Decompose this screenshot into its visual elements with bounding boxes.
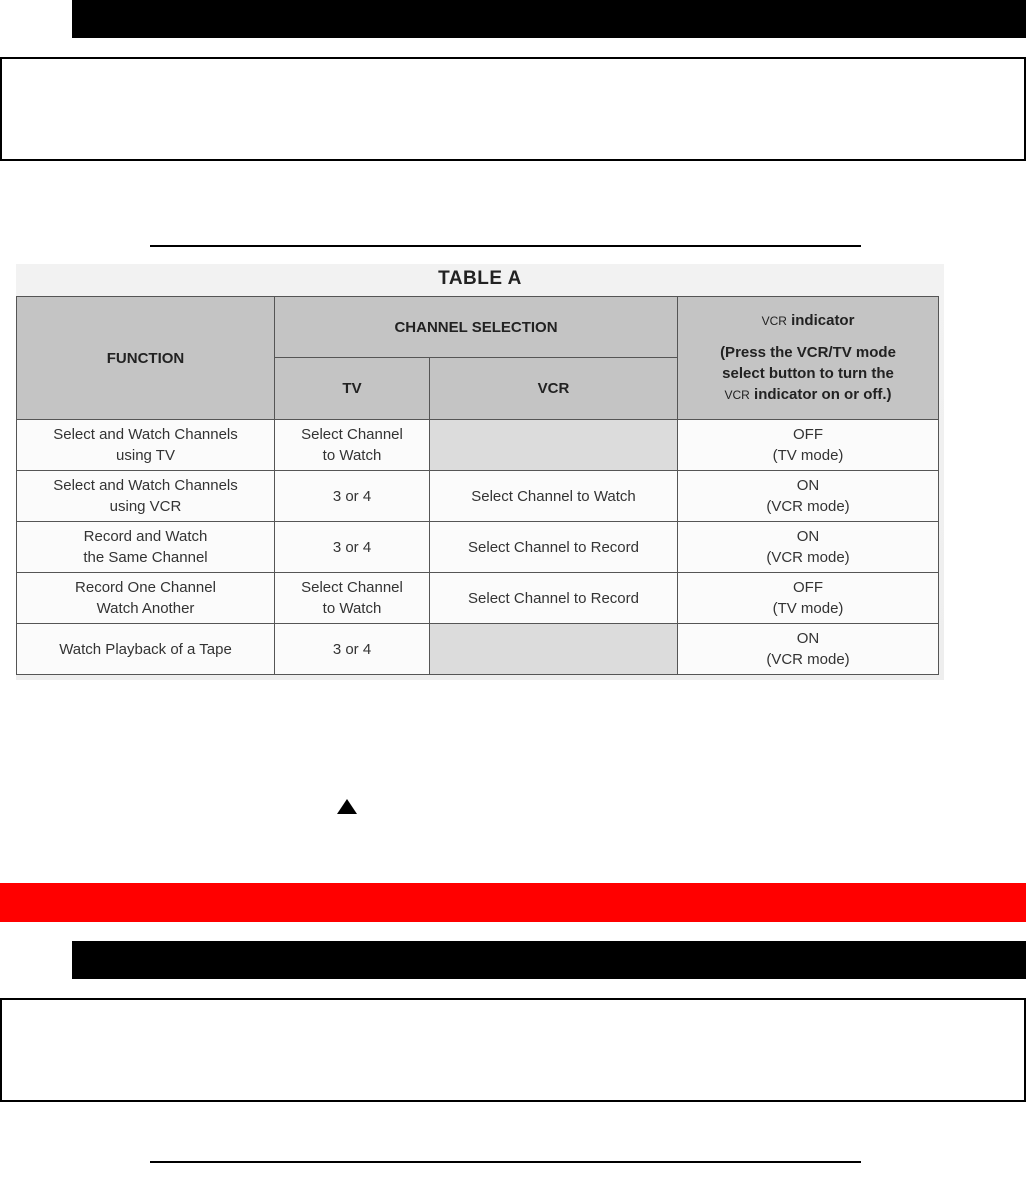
table-row [17,420,939,471]
table-row [17,573,939,624]
cell-vcr [430,624,678,675]
cell-indicator: ON (VCR mode) [678,471,939,522]
scanned-table-image [16,264,944,680]
header-channel-selection: CHANNEL SELECTION [275,297,678,358]
channel-selection-table [16,296,939,675]
accent-band [0,883,1026,922]
triangle-up-icon [337,799,357,814]
cell-tv: 3 or 4 [275,522,430,573]
cell-function: Select and Watch Channels using VCR [17,471,275,522]
section-box-1 [0,57,1026,161]
cell-vcr: Select Channel to Record [430,573,678,624]
header-function: FUNCTION [17,297,275,420]
cell-vcr [430,420,678,471]
table-row [17,522,939,573]
header-tv: TV [275,358,430,420]
table-row [17,471,939,522]
divider-rule-2 [150,1161,861,1163]
cell-tv: Select Channel to Watch [275,420,430,471]
header-vcr-indicator: VCR indicator (Press the VCR/TV mode select button to turn the VCR indicator on or off.) [678,297,939,420]
cell-function: Record One Channel Watch Another [17,573,275,624]
cell-tv: Select Channel to Watch [275,573,430,624]
section-box-2 [0,998,1026,1102]
table-title: TABLE A [438,268,522,289]
section-header-bar-2 [72,941,1026,979]
cell-indicator: ON (VCR mode) [678,624,939,675]
cell-vcr: Select Channel to Watch [430,471,678,522]
header-vcr: VCR [430,358,678,420]
cell-tv: 3 or 4 [275,471,430,522]
cell-function: Select and Watch Channels using TV [17,420,275,471]
cell-vcr: Select Channel to Record [430,522,678,573]
cell-indicator: ON (VCR mode) [678,522,939,573]
cell-indicator: OFF (TV mode) [678,420,939,471]
cell-indicator: OFF (TV mode) [678,573,939,624]
cell-tv: 3 or 4 [275,624,430,675]
table-row [17,624,939,675]
section-header-bar-1 [72,0,1026,38]
divider-rule-1 [150,245,861,247]
cell-function: Watch Playback of a Tape [17,624,275,675]
cell-function: Record and Watch the Same Channel [17,522,275,573]
